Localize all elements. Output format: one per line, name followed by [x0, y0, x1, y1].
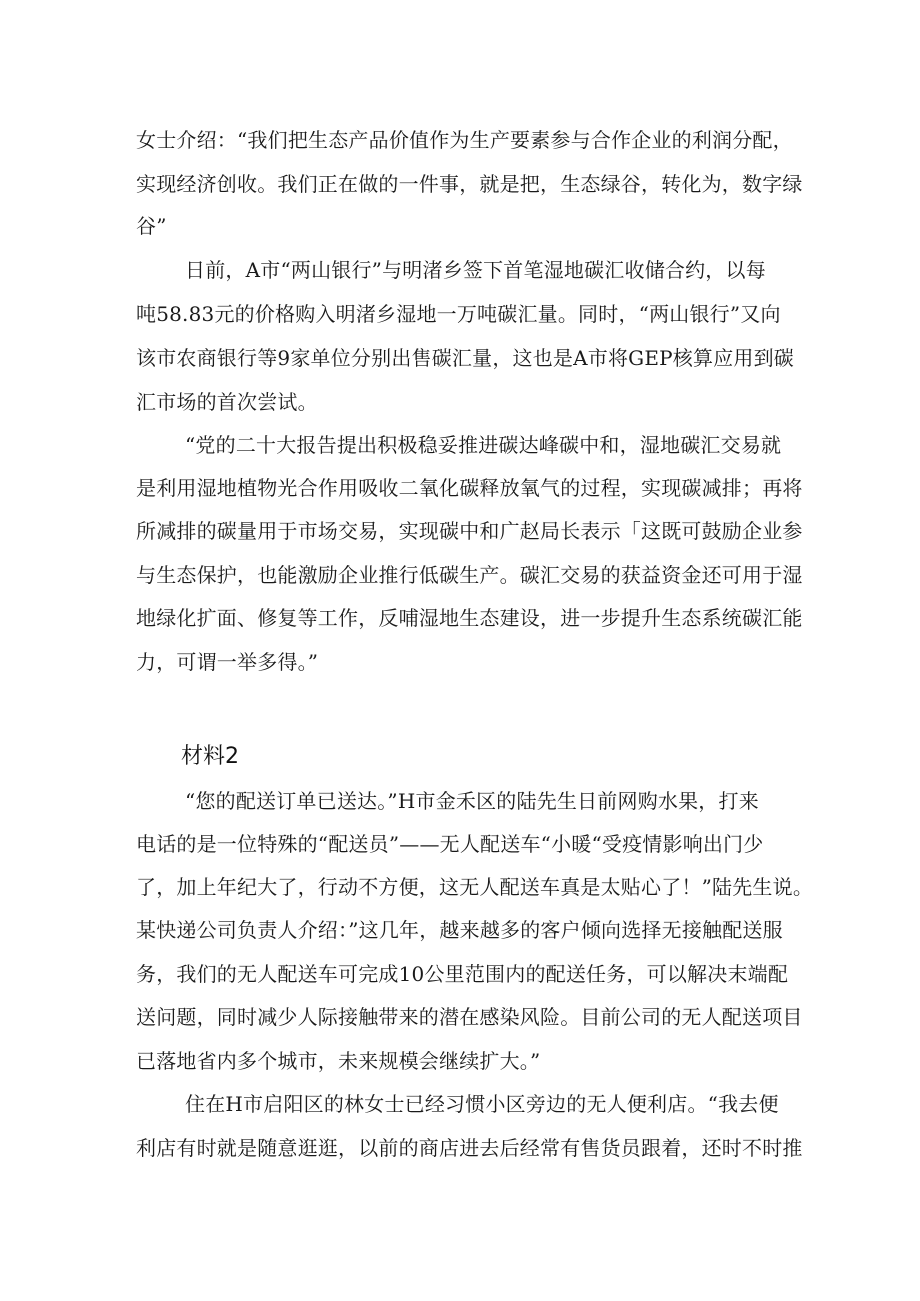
paragraph-line: 了，加上年纪大了，行动不方便，这无人配送车真是太贴心了！”陆先生说。 [136, 875, 814, 899]
paragraph-line: 日前，A市“两山银行”与明渚乡签下首笔湿地碳汇收储合约，以每 [185, 258, 766, 282]
paragraph-line: 力，可谓一举多得。” [136, 650, 319, 674]
paragraph-line: 务，我们的无人配送车可完成10公里范围内的配送任务，可以解决末端配 [136, 962, 789, 986]
paragraph-line: 该市农商银行等9家单位分别出售碳汇量，这也是A市将GEP核算应用到碳 [136, 346, 795, 370]
paragraph-line: 送问题，同时减少人际接触带来的潜在感染风险。目前公司的无人配送项目 [136, 1005, 803, 1029]
paragraph-line: 地绿化扩面、修复等工作，反哺湿地生态建设，进一步提升生态系统碳汇能 [136, 606, 803, 630]
paragraph-line: 住在H市启阳区的林女士已经习惯小区旁边的无人便利店。“我去便 [185, 1092, 779, 1116]
paragraph-line: 利店有时就是随意逛逛，以前的商店进去后经常有售货员跟着，还时不时推 [136, 1136, 803, 1160]
paragraph-line: 已落地省内多个城市，未来规模会继续扩大。” [136, 1049, 541, 1073]
paragraph-line: 女士介绍：“我们把生态产品价值作为生产要素参与合作企业的利润分配， [136, 128, 793, 152]
paragraph-line: “党的二十大报告提出积极稳妥推进碳达峰碳中和，湿地碳汇交易就 [185, 433, 782, 457]
paragraph-line: 吨58.83元的价格购入明渚乡湿地一万吨碳汇量。同时，“两山银行”又向 [136, 302, 781, 326]
paragraph-line: 所减排的碳量用于市场交易，实现碳中和广赵局长表示「这既可鼓励企业参 [136, 519, 803, 543]
paragraph-line: 是利用湿地植物光合作用吸收二氧化碳释放氧气的过程，实现碳减排；再将 [136, 476, 803, 500]
paragraph-line: 汇市场的首次尝试。 [136, 390, 318, 414]
paragraph-line: 与生态保护，也能激励企业推行低碳生产。碳汇交易的获益资金还可用于湿 [136, 563, 803, 587]
paragraph-line: 谷” [136, 214, 167, 238]
paragraph-line: 实现经济创收。我们正在做的一件事，就是把，生态绿谷，转化为，数字绿 [136, 172, 803, 196]
paragraph-line: 某快递公司负责人介绍：”这几年，越来越多的客户倾向选择无接触配送服 [136, 918, 783, 942]
paragraph-line: “您的配送订单已送达。”H市金禾区的陆先生日前网购水果，打来 [185, 789, 759, 813]
section-heading: 材料2 [181, 744, 239, 769]
paragraph-line: 电话的是一位特殊的“配送员”——无人配送车“小暖“受疫情影响出门少 [136, 832, 764, 856]
